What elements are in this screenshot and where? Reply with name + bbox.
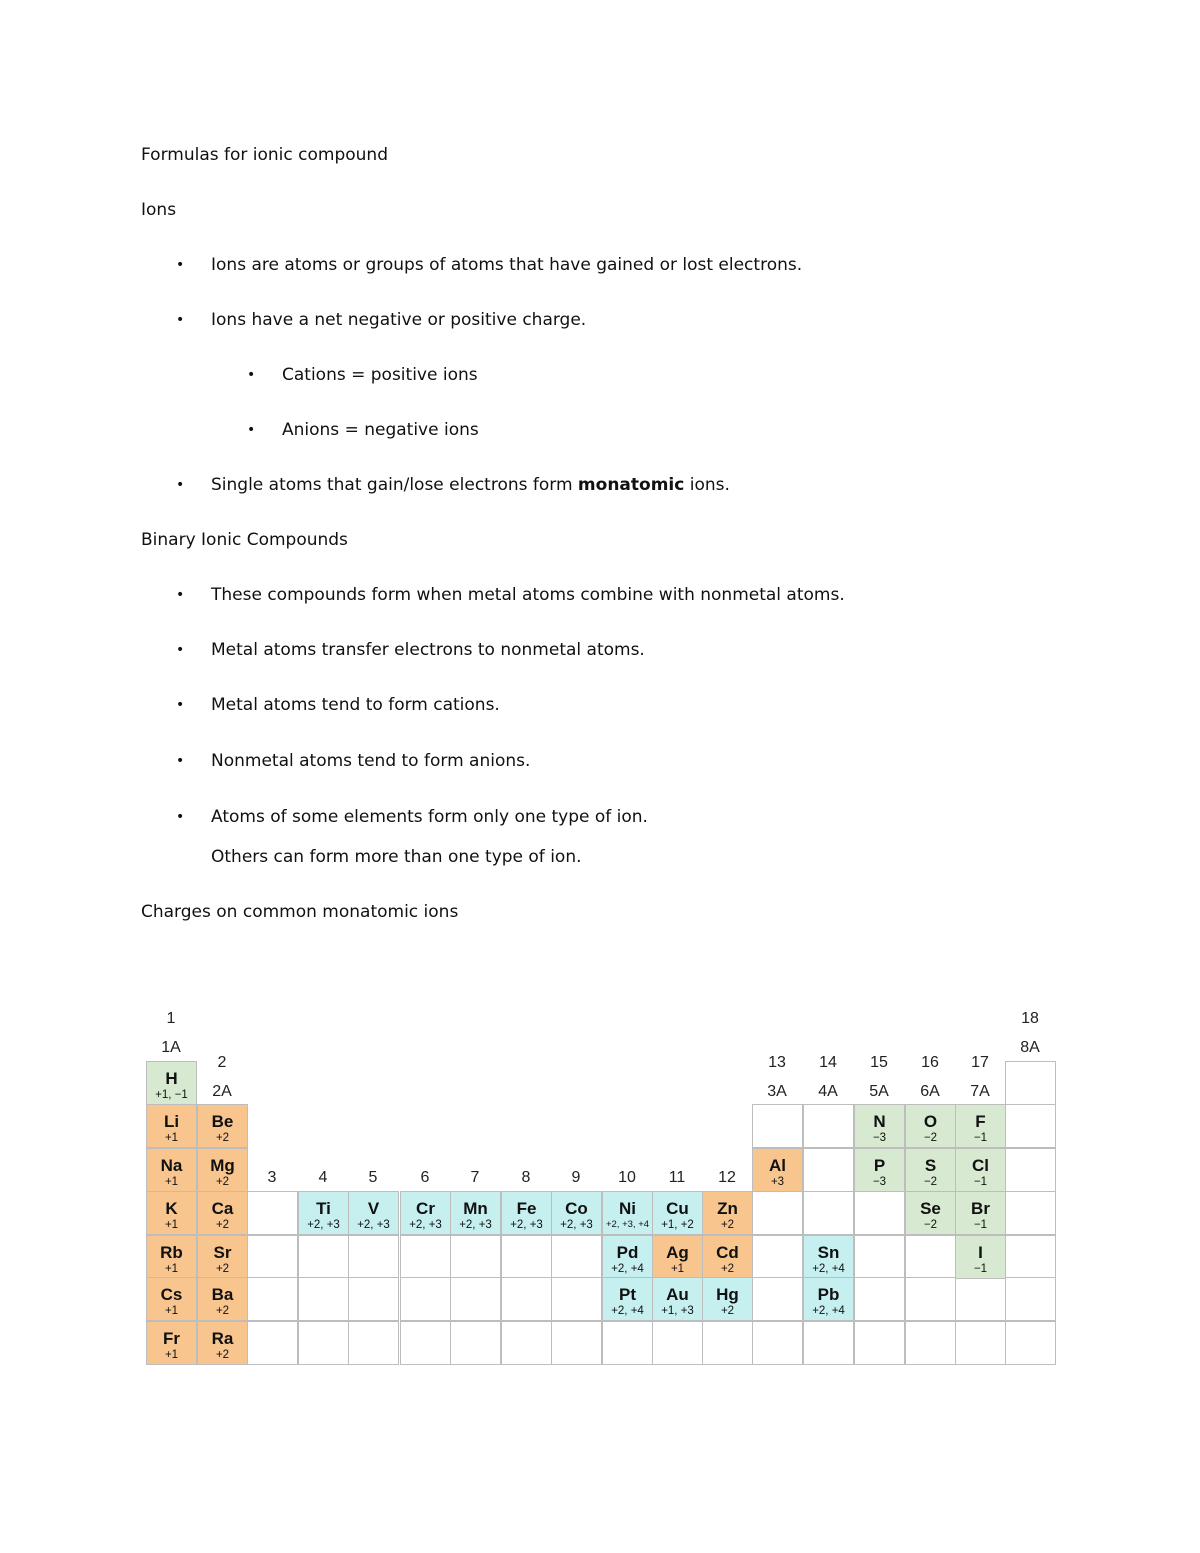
binary-heading: Binary Ionic Compounds: [141, 530, 348, 550]
element-charge: +2, +4: [812, 1263, 845, 1275]
element-cell-o: [905, 1104, 956, 1148]
binary-bullet-1: These compounds form when metal atoms combine with nonmetal atoms.: [211, 585, 845, 605]
element-cell-k: [146, 1191, 197, 1235]
element-charge: −1: [973, 1263, 988, 1275]
element-symbol: Be: [211, 1112, 234, 1131]
empty-cell: [348, 1321, 399, 1365]
empty-cell: [551, 1235, 602, 1279]
element-charge: −1: [973, 1219, 988, 1231]
element-charge: +2, +3: [409, 1219, 442, 1231]
group-letter-5A: 5A: [869, 1083, 889, 1100]
element-charge: +2: [215, 1263, 230, 1275]
element-charge: +1: [164, 1132, 179, 1144]
element-charge: +1: [164, 1219, 179, 1231]
group-number-16: 16: [921, 1054, 939, 1071]
element-charge: +2: [720, 1219, 735, 1231]
element-charge: +1, −1: [155, 1089, 188, 1101]
empty-cell: [854, 1321, 905, 1365]
empty-cell: [551, 1277, 602, 1321]
group-number-1: 1: [166, 1010, 176, 1027]
element-charge: +1, +2: [661, 1219, 694, 1231]
binary-bullet-4: Nonmetal atoms tend to form anions.: [211, 751, 531, 771]
element-symbol: Cs: [160, 1285, 183, 1304]
empty-cell: [905, 1277, 956, 1321]
bullet-marker: •: [247, 422, 256, 438]
element-cell-br: [955, 1191, 1006, 1235]
element-cell-be: [197, 1104, 248, 1148]
element-cell-v: [348, 1191, 399, 1235]
group-number-8: 8: [521, 1169, 531, 1186]
element-symbol: Ba: [211, 1285, 234, 1304]
element-symbol: Zn: [717, 1199, 738, 1218]
group-number-17: 17: [971, 1054, 989, 1071]
empty-cell: [752, 1277, 803, 1321]
group-letter-2A: 2A: [212, 1083, 232, 1100]
element-symbol: Ca: [211, 1199, 234, 1218]
empty-cell: [298, 1321, 349, 1365]
empty-cell: [652, 1321, 703, 1365]
empty-cell: [1005, 1321, 1056, 1365]
element-cell-p: [854, 1148, 905, 1192]
element-symbol: Pd: [616, 1243, 639, 1262]
empty-cell: [803, 1148, 854, 1192]
element-cell-ni: [602, 1191, 653, 1235]
empty-cell: [955, 1277, 1006, 1321]
group-number-5: 5: [368, 1169, 378, 1186]
element-symbol: Au: [666, 1285, 689, 1304]
group-number-12: 12: [718, 1169, 736, 1186]
element-charge: −2: [923, 1219, 938, 1231]
empty-cell: [955, 1321, 1006, 1365]
element-cell-cu: [652, 1191, 703, 1235]
empty-cell: [551, 1321, 602, 1365]
empty-cell: [400, 1235, 451, 1279]
group-letter-4A: 4A: [818, 1083, 838, 1100]
empty-cell: [501, 1321, 552, 1365]
element-charge: −3: [872, 1176, 887, 1188]
empty-cell: [752, 1104, 803, 1148]
empty-cell: [905, 1321, 956, 1365]
element-charge: +2, +4: [812, 1305, 845, 1317]
bullet-marker: •: [176, 642, 185, 658]
element-cell-pt: [602, 1277, 653, 1321]
element-charge: +2: [720, 1263, 735, 1275]
empty-cell: [1005, 1191, 1056, 1235]
empty-cell: [803, 1104, 854, 1148]
element-charge: +2: [215, 1176, 230, 1188]
bullet-marker: •: [176, 587, 185, 603]
element-symbol: V: [367, 1199, 380, 1218]
empty-cell: [400, 1277, 451, 1321]
group-number-9: 9: [571, 1169, 581, 1186]
element-symbol: Rb: [160, 1243, 183, 1262]
element-cell-ca: [197, 1191, 248, 1235]
element-cell-mg: [197, 1148, 248, 1192]
element-symbol: Ra: [211, 1329, 234, 1348]
element-charge: −3: [872, 1132, 887, 1144]
empty-cell: [450, 1321, 501, 1365]
element-charge: +3: [770, 1176, 785, 1188]
empty-cell: [702, 1321, 753, 1365]
element-symbol: Ni: [619, 1199, 636, 1218]
empty-cell: [752, 1321, 803, 1365]
monatomic-text-start: Single atoms that gain/lose electrons form: [211, 475, 578, 495]
element-symbol: Na: [160, 1156, 183, 1175]
element-cell-au: [652, 1277, 703, 1321]
element-cell-se: [905, 1191, 956, 1235]
element-cell-ag: [652, 1235, 703, 1279]
empty-cell: [348, 1277, 399, 1321]
empty-cell: [298, 1235, 349, 1279]
element-cell-sr: [197, 1235, 248, 1279]
group-number-14: 14: [819, 1054, 837, 1071]
ions-heading: Ions: [141, 200, 177, 220]
element-symbol: Fr: [163, 1329, 180, 1348]
element-symbol: Br: [971, 1199, 990, 1218]
group-letter-1A: 1A: [161, 1039, 181, 1056]
empty-cell: [450, 1277, 501, 1321]
element-cell-mn: [450, 1191, 501, 1235]
element-cell-cs: [146, 1277, 197, 1321]
element-charge: +1: [164, 1349, 179, 1361]
binary-bullet-3: Metal atoms tend to form cations.: [211, 695, 500, 715]
element-charge: +2, +4: [611, 1263, 644, 1275]
binary-bullet-2: Metal atoms transfer electrons to nonmetal atoms.: [211, 640, 645, 660]
element-symbol: Mn: [463, 1199, 488, 1218]
element-cell-fe: [501, 1191, 552, 1235]
element-charge: +2: [215, 1132, 230, 1144]
empty-cell: [450, 1235, 501, 1279]
element-symbol: Mg: [210, 1156, 235, 1175]
empty-cell: [247, 1277, 298, 1321]
element-symbol: Ti: [316, 1199, 331, 1218]
element-symbol: P: [873, 1156, 886, 1175]
element-symbol: Ag: [666, 1243, 689, 1262]
element-charge: +2: [720, 1305, 735, 1317]
element-cell-ra: [197, 1321, 248, 1365]
cations-bullet: Cations = positive ions: [282, 365, 478, 385]
anions-bullet: Anions = negative ions: [282, 420, 479, 440]
group-letter-8A: 8A: [1020, 1039, 1040, 1056]
element-cell-pd: [602, 1235, 653, 1279]
element-symbol: Fe: [516, 1199, 537, 1218]
empty-cell: [400, 1321, 451, 1365]
element-symbol: O: [923, 1112, 938, 1131]
group-number-6: 6: [420, 1169, 430, 1186]
empty-cell: [348, 1235, 399, 1279]
element-charge: +1: [670, 1263, 685, 1275]
element-symbol: Pb: [817, 1285, 840, 1304]
group-number-15: 15: [870, 1054, 888, 1071]
element-charge: +2, +3: [357, 1219, 390, 1231]
element-symbol: Sr: [213, 1243, 232, 1262]
element-cell-n: [854, 1104, 905, 1148]
element-symbol: Sn: [817, 1243, 840, 1262]
empty-cell: [501, 1235, 552, 1279]
monatomic-text-end: ions.: [684, 475, 730, 495]
binary-bullet-5: Atoms of some elements form only one type of ion.: [211, 807, 648, 827]
element-cell-cd: [702, 1235, 753, 1279]
element-charge: +2, +3, +4: [605, 1219, 650, 1230]
element-charge: +1: [164, 1263, 179, 1275]
bullet-marker: •: [176, 257, 185, 273]
element-symbol: H: [165, 1069, 178, 1088]
element-cell-al: [752, 1148, 803, 1192]
empty-cell: [854, 1235, 905, 1279]
element-symbol: Cl: [972, 1156, 989, 1175]
element-symbol: N: [873, 1112, 886, 1131]
charges-heading: Charges on common monatomic ions: [141, 902, 459, 922]
empty-cell: [752, 1235, 803, 1279]
element-charge: +2, +4: [611, 1305, 644, 1317]
element-cell-ti: [298, 1191, 349, 1235]
element-charge: −2: [923, 1176, 938, 1188]
element-charge: +2: [215, 1305, 230, 1317]
empty-cell: [247, 1321, 298, 1365]
element-cell-pb: [803, 1277, 854, 1321]
element-charge: +1: [164, 1176, 179, 1188]
element-charge: +1: [164, 1305, 179, 1317]
empty-cell: [602, 1321, 653, 1365]
group-letter-3A: 3A: [767, 1083, 787, 1100]
bullet-marker: •: [176, 312, 185, 328]
element-symbol: I: [978, 1243, 983, 1262]
empty-cell: [1005, 1104, 1056, 1148]
element-symbol: Li: [163, 1112, 180, 1131]
empty-cell: [854, 1191, 905, 1235]
bullet-marker: •: [176, 697, 185, 713]
element-symbol: F: [975, 1112, 986, 1131]
element-charge: +2: [215, 1349, 230, 1361]
element-symbol: Cd: [716, 1243, 739, 1262]
group-letter-6A: 6A: [920, 1083, 940, 1100]
element-charge: +2, +3: [510, 1219, 543, 1231]
empty-cell: [501, 1277, 552, 1321]
group-number-13: 13: [768, 1054, 786, 1071]
element-cell-fr: [146, 1321, 197, 1365]
group-number-3: 3: [267, 1169, 277, 1186]
element-cell-co: [551, 1191, 602, 1235]
element-symbol: Hg: [716, 1285, 739, 1304]
group-letter-7A: 7A: [970, 1083, 990, 1100]
group-number-7: 7: [470, 1169, 480, 1186]
group-number-10: 10: [618, 1169, 636, 1186]
empty-cell: [854, 1277, 905, 1321]
empty-cell: [803, 1321, 854, 1365]
element-symbol: K: [165, 1199, 178, 1218]
element-charge: −1: [973, 1176, 988, 1188]
element-charge: −1: [973, 1132, 988, 1144]
ions-bullet-1: Ions are atoms or groups of atoms that have gained or lost electrons.: [211, 255, 803, 275]
binary-continuation: Others can form more than one type of ion.: [211, 847, 582, 867]
monatomic-bold-term: monatomic: [577, 475, 685, 495]
element-cell-na: [146, 1148, 197, 1192]
empty-cell: [905, 1235, 956, 1279]
ions-bullet-2: Ions have a net negative or positive charge.: [211, 310, 587, 330]
group-number-18: 18: [1021, 1010, 1039, 1027]
element-cell-s: [905, 1148, 956, 1192]
element-cell-i: [955, 1235, 1006, 1279]
element-cell-cr: [400, 1191, 451, 1235]
empty-cell: [752, 1191, 803, 1235]
empty-cell: [247, 1235, 298, 1279]
element-symbol: Se: [920, 1199, 941, 1218]
element-cell-cl: [955, 1148, 1006, 1192]
element-cell-sn: [803, 1235, 854, 1279]
bullet-marker: •: [247, 367, 256, 383]
element-cell-h: [146, 1061, 197, 1105]
element-cell-li: [146, 1104, 197, 1148]
element-charge: +2: [215, 1219, 230, 1231]
empty-cell: [1005, 1061, 1056, 1105]
empty-cell: [247, 1191, 298, 1235]
empty-cell: [1005, 1235, 1056, 1279]
page-title: Formulas for ionic compound: [141, 145, 388, 165]
element-charge: −2: [923, 1132, 938, 1144]
element-symbol: S: [924, 1156, 937, 1175]
empty-cell: [1005, 1277, 1056, 1321]
element-symbol: Cr: [416, 1199, 435, 1218]
element-cell-rb: [146, 1235, 197, 1279]
empty-cell: [298, 1277, 349, 1321]
element-charge: +1, +3: [661, 1305, 694, 1317]
bullet-marker: •: [176, 753, 185, 769]
element-charge: +2, +3: [307, 1219, 340, 1231]
empty-cell: [803, 1191, 854, 1235]
element-charge: +2, +3: [560, 1219, 593, 1231]
element-cell-f: [955, 1104, 1006, 1148]
bullet-marker: •: [176, 477, 185, 493]
element-cell-zn: [702, 1191, 753, 1235]
bullet-marker: •: [176, 809, 185, 825]
element-symbol: Cu: [666, 1199, 689, 1218]
element-charge: +2, +3: [459, 1219, 492, 1231]
empty-cell: [1005, 1148, 1056, 1192]
element-cell-hg: [702, 1277, 753, 1321]
element-symbol: Co: [565, 1199, 588, 1218]
group-number-2: 2: [217, 1054, 227, 1071]
monatomic-bullet: [211, 474, 730, 496]
element-symbol: Al: [769, 1156, 786, 1175]
element-cell-ba: [197, 1277, 248, 1321]
group-number-11: 11: [668, 1169, 686, 1186]
group-number-4: 4: [318, 1169, 328, 1186]
element-symbol: Pt: [619, 1285, 636, 1304]
